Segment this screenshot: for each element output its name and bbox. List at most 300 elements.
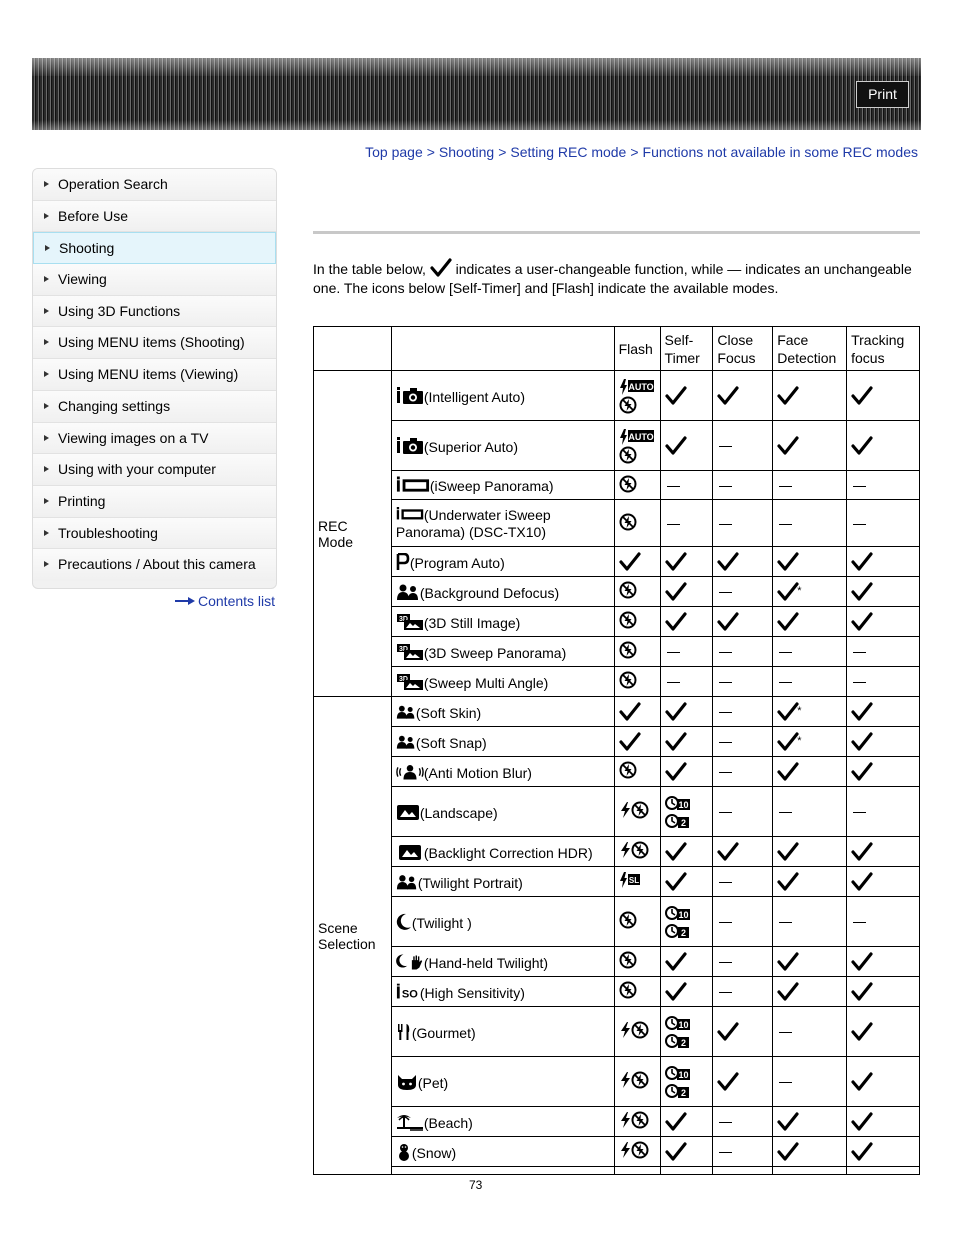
flash-cell [614,637,660,667]
check-icon [665,582,687,602]
mode-cell: (Pet) [391,1057,614,1107]
face-detection-cell [773,697,847,727]
sidebar-item-label: Using MENU items (Viewing) [58,366,239,383]
triangle-right-icon [44,371,49,377]
flash-cell [614,1057,660,1107]
flash-off-icon [631,1111,649,1129]
check-icon [851,1142,873,1162]
close-focus-cell [713,697,773,727]
sidebar-item-label: Using 3D Functions [58,302,181,319]
flash-cell [614,500,660,547]
face-detection-cell [773,607,847,637]
check-icon [619,552,641,572]
header-tracking-focus: Tracking focus [847,327,920,371]
soft-skin-icon [396,703,416,721]
self-timer-cell [660,667,713,697]
header-face-detection: Face Detection [773,327,847,371]
sidebar-item-printing[interactable] [33,486,276,518]
hand-held-twilight-icon [396,953,424,971]
table-row [314,837,920,867]
intelligent-auto-icon [396,387,424,405]
check-icon [665,842,687,862]
table-row [314,727,920,757]
mode-cell: (Intelligent Auto) [391,371,614,421]
self-timer-cell [660,471,713,500]
dash-mark [779,486,792,487]
check-icon [777,386,799,406]
close-focus-cell [713,667,773,697]
face-detection-cell [773,1057,847,1107]
face-detection-cell [773,977,847,1007]
table-row [314,1137,920,1167]
tracking-focus-cell [847,977,920,1007]
mode-cell: (Twilight Portrait) [391,867,614,897]
check-icon [851,732,873,752]
dash-mark [853,486,866,487]
check-icon [665,612,687,632]
table-row [314,547,920,577]
self-timer-cell [660,867,713,897]
superior-auto-icon [396,437,424,455]
dash-mark [719,524,732,525]
header-close-focus: Close Focus [713,327,773,371]
mode-cell: (3D Sweep Panorama) [391,637,614,667]
check-icon [851,552,873,572]
flash-cell [614,471,660,500]
dash-mark [779,652,792,653]
table-row [314,500,920,547]
check-icon [777,952,799,972]
check-icon [665,386,687,406]
breadcrumb-setting-rec-mode[interactable]: Setting REC mode [510,144,627,160]
sidebar-item-label: Precautions / About this camera [58,556,256,573]
flash-off-icon [631,1021,649,1039]
face-detection-cell [773,867,847,897]
close-focus-cell [713,727,773,757]
table-row [314,667,920,697]
sidebar-item-label: Operation Search [58,176,168,192]
self-timer-cell [660,607,713,637]
flash-off-icon [619,761,637,779]
dash-mark [853,922,866,923]
dash-mark [853,682,866,683]
triangle-right-icon [44,308,49,314]
check-icon [665,436,687,456]
sweep-multi-angle-icon [396,673,424,691]
flash-on-icon [619,801,631,819]
close-focus-cell [713,1167,773,1175]
self-timer-cell [660,1007,713,1057]
breadcrumb-shooting[interactable]: Shooting [438,144,495,160]
mode-cell: (Sweep Multi Angle) [391,667,614,697]
sidebar-nav [32,168,277,589]
self-timer-cell [660,1107,713,1137]
check-icon [430,258,452,278]
flash-off-icon [631,841,649,859]
sidebar-item-label: Viewing images on a TV [58,429,209,446]
check-icon [777,1112,799,1132]
breadcrumb-current-page[interactable]: Functions not available in some REC modes [642,144,918,160]
flash-auto-icon [619,378,655,396]
check-icon [777,612,799,632]
table-row [314,1107,920,1137]
sidebar-item-3d-functions[interactable] [33,296,276,328]
self-timer-cell [660,757,713,787]
tracking-focus-cell [847,500,920,547]
arrow-right-icon [175,597,195,605]
flash-cell [614,697,660,727]
twilight-icon [396,913,412,931]
flash-off-icon [619,513,637,531]
mode-cell: (Snow) [391,1137,614,1167]
close-focus-cell [713,577,773,607]
check-icon [717,1072,739,1092]
header-flash: Flash [614,327,660,371]
dash-mark [719,682,732,683]
sidebar-item-troubleshooting[interactable] [33,518,276,550]
timer-2-icon [665,812,691,830]
table-row [314,757,920,787]
face-detection-cell [773,727,847,757]
sidebar-item-menu-viewing[interactable] [33,359,276,391]
dash-mark [853,524,866,525]
timer-2-icon [665,1082,691,1100]
sidebar-item-label: Using with your computer [58,461,216,478]
flash-off-icon [631,1071,649,1089]
face-detection-cell [773,421,847,471]
sidebar-item-computer[interactable] [33,454,276,486]
beach-icon [396,1113,424,1131]
close-focus-cell [713,1107,773,1137]
check-icon [717,552,739,572]
tracking-focus-cell [847,1137,920,1167]
face-detection-cell [773,897,847,947]
pet-icon [396,1073,418,1091]
program-auto-icon [396,553,410,571]
flash-cell [614,1137,660,1167]
header-self-timer: Self- Timer [660,327,713,371]
mode-cell: (Underwater iSweep Panorama) (DSC-TX10) [391,500,614,547]
table-row [314,1057,920,1107]
dash-mark [719,486,732,487]
functions-table [313,326,920,1175]
check-icon [851,1072,873,1092]
face-detection-cell [773,1107,847,1137]
tracking-focus-cell [847,837,920,867]
flash-off-icon [619,446,637,464]
tracking-focus-cell [847,867,920,897]
check-icon [665,702,687,722]
footnote-star: * [797,584,802,597]
face-detection-cell [773,1167,847,1175]
triangle-right-icon [44,403,49,409]
check-icon [777,552,799,572]
flash-cell [614,1107,660,1137]
check-icon [665,952,687,972]
flash-on-icon [619,1021,631,1039]
sidebar-item-changing-settings[interactable] [33,391,276,423]
triangle-right-icon [44,530,49,536]
self-timer-cell [660,371,713,421]
sidebar-item-viewing[interactable] [33,264,276,296]
self-timer-cell [660,547,713,577]
self-timer-cell [660,1137,713,1167]
table-row [314,371,920,421]
triangle-right-icon [45,245,50,251]
self-timer-cell [660,947,713,977]
flash-cell [614,837,660,867]
flash-off-icon [619,641,637,659]
flash-cell [614,547,660,577]
mode-cell: (Program Auto) [391,547,614,577]
face-detection-cell [773,1007,847,1057]
tracking-focus-cell [847,947,920,977]
sidebar-item-operation-search[interactable] [33,169,276,201]
mode-cell: (Beach) [391,1107,614,1137]
dash-mark [853,812,866,813]
close-focus-cell [713,947,773,977]
face-detection-cell [773,471,847,500]
check-icon [665,1142,687,1162]
self-timer-cell [660,637,713,667]
3d-sweep-icon [396,643,424,661]
mode-cell: (iSweep Panorama) [391,471,614,500]
mode-cell: (Gourmet) [391,1007,614,1057]
sidebar-item-precautions[interactable] [33,549,276,581]
table-row [314,977,920,1007]
intro-part2: indicates a user-changeable function, while — indicates an unchangeable one. The icons below [Self-Timer] and [Flash] indicate the available modes. [313,261,912,296]
close-focus-cell [713,897,773,947]
tracking-focus-cell [847,1167,920,1175]
flash-cell [614,787,660,837]
intro-text [313,258,921,298]
breadcrumb-top-page[interactable]: Top page [365,144,423,160]
sidebar-item-label: Before Use [58,207,129,224]
flash-cell [614,977,660,1007]
check-icon [717,842,739,862]
tracking-focus-cell [847,471,920,500]
table-row [314,947,920,977]
timer-2-icon [665,1032,691,1050]
close-focus-cell [713,607,773,637]
background-defocus-icon [396,583,420,601]
contents-list-link[interactable] [175,593,275,609]
flash-off-icon [619,951,637,969]
mode-cell: (Superior Auto) [391,421,614,471]
sidebar-item-shooting[interactable] [33,232,276,264]
tracking-focus-cell [847,757,920,787]
sidebar-item-label: Using MENU items (Shooting) [58,334,245,351]
breadcrumb: Top page > Shooting > Setting REC mode > Functions not available in some REC modes [365,144,918,160]
self-timer-cell [660,897,713,947]
triangle-right-icon [44,339,49,345]
triangle-right-icon [44,498,49,504]
check-icon [619,702,641,722]
mode-cell: (Soft Skin) [391,697,614,727]
check-icon [665,872,687,892]
table-row [314,1007,920,1057]
flash-cell [614,867,660,897]
timer-10-icon [665,904,691,922]
self-timer-cell [660,837,713,867]
self-timer-cell [660,1167,713,1175]
tracking-focus-cell [847,787,920,837]
check-icon [851,1022,873,1042]
flash-off-icon [619,981,637,999]
tracking-focus-cell [847,697,920,727]
table-row [314,897,920,947]
flash-on-icon [619,1111,631,1129]
close-focus-cell [713,1057,773,1107]
close-focus-cell [713,977,773,1007]
tracking-focus-cell [847,727,920,757]
tracking-focus-cell [847,371,920,421]
anti-motion-blur-icon [396,763,424,781]
group-rec-mode: REC Mode [314,371,392,697]
table-row [314,607,920,637]
flash-on-icon [619,1071,631,1089]
check-icon [777,702,802,722]
close-focus-cell [713,757,773,787]
dash-mark [719,992,732,993]
dash-mark [779,1082,792,1083]
close-focus-cell [713,1137,773,1167]
close-focus-cell [713,547,773,577]
sidebar-item-viewing-tv[interactable] [33,423,276,455]
tracking-focus-cell [847,1107,920,1137]
face-detection-cell [773,637,847,667]
check-icon [665,732,687,752]
table-row [314,637,920,667]
footnote-star: * [797,704,802,717]
self-timer-cell [660,697,713,727]
tracking-focus-cell [847,1057,920,1107]
check-icon [851,386,873,406]
dash-mark [719,652,732,653]
dash-mark [719,742,732,743]
check-icon [777,762,799,782]
mode-cell: (Backlight Correction HDR) [391,837,614,867]
dash-mark [853,652,866,653]
triangle-right-icon [44,181,49,187]
self-timer-cell [660,421,713,471]
self-timer-cell [660,500,713,547]
tracking-focus-cell [847,577,920,607]
timer-10-icon [665,1064,691,1082]
flash-off-icon [631,1141,649,1159]
face-detection-cell [773,547,847,577]
dash-mark [719,592,732,593]
tracking-focus-cell [847,897,920,947]
check-icon [851,872,873,892]
dash-mark [719,922,732,923]
mode-cell: (Hand-held Twilight) [391,947,614,977]
header-bar [32,58,921,130]
check-icon [619,732,641,752]
check-icon [851,1112,873,1132]
self-timer-cell [660,977,713,1007]
dash-mark [779,682,792,683]
twilight-portrait-icon [396,873,418,891]
dash-mark [779,524,792,525]
face-detection-cell [773,757,847,787]
soft-snap-icon [396,733,416,751]
tracking-focus-cell [847,1007,920,1057]
face-detection-cell [773,947,847,977]
title-divider [313,231,920,234]
table-row [314,421,920,471]
flash-cell [614,371,660,421]
intro-part1: In the table below, [313,261,426,277]
group-scene-selection: Scene Selection [314,697,392,1175]
triangle-right-icon [44,276,49,282]
header-empty-2 [391,327,614,371]
face-detection-cell [773,787,847,837]
isweep-panorama-icon [396,476,430,494]
tracking-focus-cell [847,637,920,667]
underwater-panorama-icon [396,505,424,523]
table-row-partial [314,1167,920,1175]
check-icon [851,582,873,602]
gourmet-icon [396,1023,412,1041]
check-icon [777,436,799,456]
check-icon [777,1142,799,1162]
self-timer-cell [660,577,713,607]
close-focus-cell [713,421,773,471]
flash-cell [614,607,660,637]
flash-cell [614,1007,660,1057]
mode-cell: (Soft Snap) [391,727,614,757]
face-detection-cell [773,1137,847,1167]
sidebar-item-menu-shooting[interactable] [33,327,276,359]
sidebar-item-before-use[interactable] [33,201,276,233]
face-detection-cell [773,837,847,867]
flash-off-icon [619,475,637,493]
flash-cell [614,757,660,787]
check-icon [717,1022,739,1042]
mode-cell: (Twilight ) [391,897,614,947]
close-focus-cell [713,637,773,667]
mode-cell [391,1167,614,1175]
dash-mark [667,682,680,683]
table-row [314,471,920,500]
flash-cell [614,947,660,977]
tracking-focus-cell [847,421,920,471]
close-focus-cell [713,867,773,897]
tracking-focus-cell [847,667,920,697]
triangle-right-icon [44,213,49,219]
flash-off-icon [619,611,637,629]
3d-still-icon [396,613,424,631]
dash-mark [779,812,792,813]
self-timer-cell [660,727,713,757]
check-icon [665,1112,687,1132]
triangle-right-icon [44,561,49,567]
close-focus-cell [713,837,773,867]
dash-mark [779,1032,792,1033]
backlight-hdr-icon [396,843,424,861]
close-focus-cell [713,1007,773,1057]
flash-auto-icon [619,428,655,446]
print-button[interactable]: Print [856,81,909,108]
check-icon [851,982,873,1002]
dash-mark [719,812,732,813]
sidebar-item-label: Shooting [59,240,115,257]
close-focus-cell [713,371,773,421]
sidebar-item-label: Troubleshooting [58,524,158,541]
self-timer-cell [660,787,713,837]
dash-mark [667,524,680,525]
